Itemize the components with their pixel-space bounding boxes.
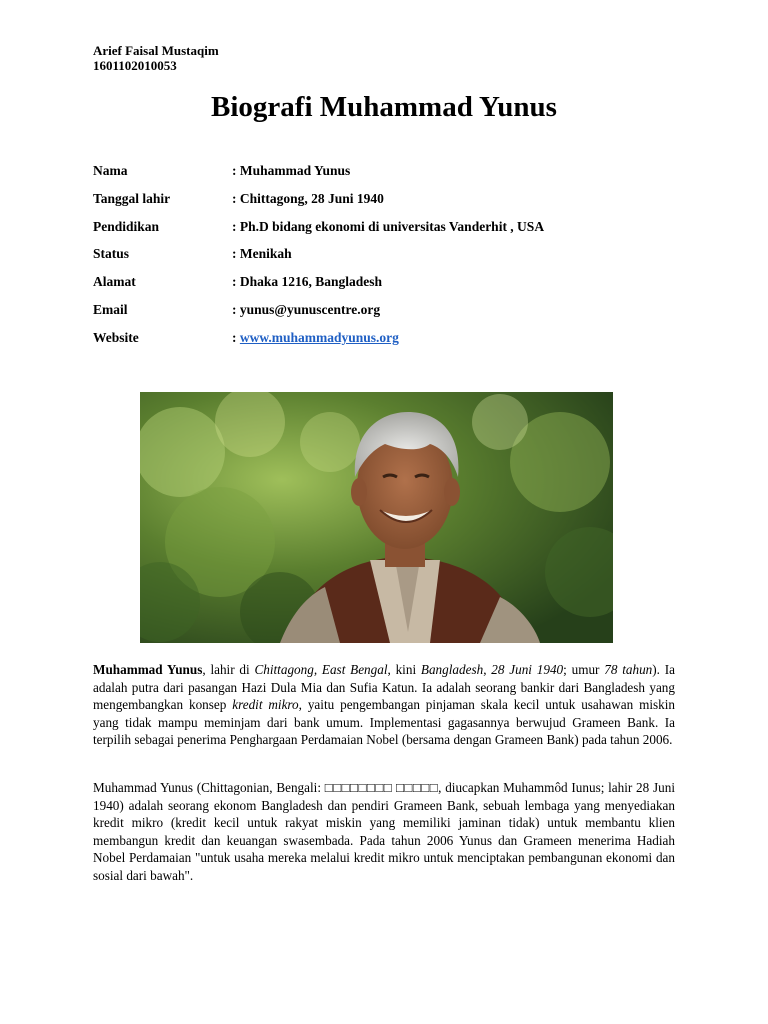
bio-row-tanggal-lahir xyxy=(93,190,683,218)
bio-value-prefix: : xyxy=(232,329,240,345)
bio-row-website xyxy=(93,329,683,357)
author-id: 1601102010053 xyxy=(93,58,177,73)
bio-label: Email xyxy=(93,301,128,317)
birth-date: 28 Juni 1940 xyxy=(491,662,564,677)
bio-label: Status xyxy=(93,246,130,262)
bio-label: Alamat xyxy=(93,274,136,290)
bio-row-nama xyxy=(93,162,683,190)
website-link[interactable]: www.muhammadyunus.org xyxy=(239,329,399,345)
biography-paragraph-1 xyxy=(93,661,675,749)
subject-name: Muhammad Yunus xyxy=(93,662,203,677)
country: Bangladesh xyxy=(420,662,484,677)
bio-value: : Menikah xyxy=(232,246,292,262)
text-span: , lahir di xyxy=(202,662,255,677)
bio-label: Nama xyxy=(93,163,128,178)
birthplace: Chittagong, East Bengal xyxy=(254,662,388,677)
bio-row-email xyxy=(93,301,683,329)
author-block xyxy=(93,43,219,73)
bio-row-status xyxy=(93,245,683,273)
bio-value xyxy=(232,329,399,347)
author-name: Arief Faisal Mustaqim xyxy=(93,43,219,58)
biography-paragraph-2: Muhammad Yunus (Chittagonian, Bengali: □□□□□□□□ □□□□□, diucapkan Muhammôd Iunus; lahir 28 Juni 1940) adalah seorang ekonom Bangladesh dan pendiri Grameen Bank, sebuah lembaga yang menyediakan kredit mikro (kredit kecil untuk rakyat miskin yang memiliki jaminan tidak) untuk membantu klien membangun kredit dan keuangan swasembada. Pada tahun 2006 Yunus dan Grameen menerima Hadiah Nobel Perdamaian "untuk usaha mereka melalui kredit mikro untuk menciptakan pembangunan ekonomi dan sosial dari bawah". xyxy=(93,780,675,883)
bio-row-alamat xyxy=(93,273,683,301)
text-span: , yaitu pengembangan pinjaman skala kecil untuk usahawan miskin yang tidak mampu meminjam dari bank umum. Implementasi gagasannya berwujud Grameen Bank. Ia terpilih sebagai penerima Penghargaan Perdamaian Nobel (bersama dengan Grameen Bank) pada tahun 2006. xyxy=(93,697,675,748)
text-span: , kini xyxy=(387,662,421,677)
text-span: ). Ia adalah putra dari pasangan Hazi Dula Mia dan Sufia Katun. Ia adalah seorang bankir dari Bangladesh yang mengembangkan konsep xyxy=(93,662,675,713)
age: 78 tahun xyxy=(604,662,653,677)
bio-value: : Dhaka 1216, Bangladesh xyxy=(232,274,383,290)
portrait-photo xyxy=(140,392,613,643)
bio-value: : Chittagong, 28 Juni 1940 xyxy=(232,190,384,206)
text-span: , xyxy=(483,662,492,677)
bio-row-pendidikan xyxy=(93,218,683,246)
bio-label: Tanggal lahir xyxy=(93,190,171,206)
bio-value: : Muhammad Yunus xyxy=(232,163,351,178)
biodata-table xyxy=(93,162,683,357)
bio-label: Pendidikan xyxy=(93,218,160,234)
page-title: Biografi Muhammad Yunus xyxy=(211,91,557,123)
text-span: ; umur xyxy=(563,662,605,677)
bio-label: Website xyxy=(93,329,139,345)
concept-term: kredit mikro xyxy=(232,697,299,713)
bio-value: : Ph.D bidang ekonomi di universitas Vanderhit , USA xyxy=(232,218,545,234)
bio-value: : yunus@yunuscentre.org xyxy=(232,301,381,317)
